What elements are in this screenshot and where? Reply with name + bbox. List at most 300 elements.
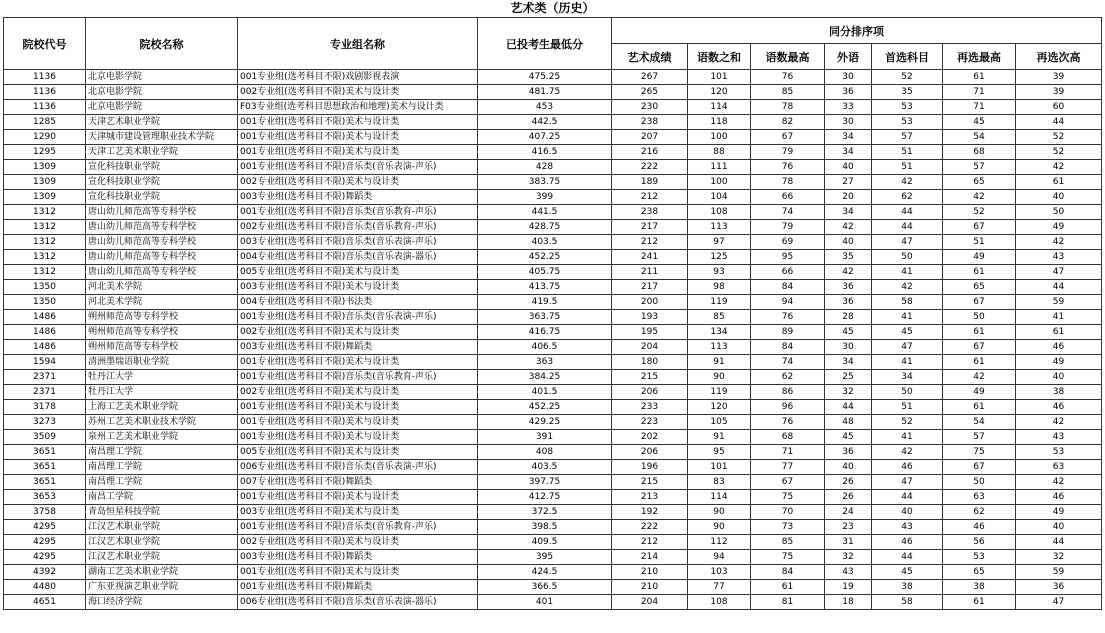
cell-first-subject: 44 — [872, 490, 943, 505]
cell-school-code: 4651 — [4, 595, 86, 610]
cell-group-name: 001专业组(选考科目不限)音乐类(音乐教育-声乐) — [238, 370, 478, 385]
cell-art-score: 200 — [612, 295, 688, 310]
cell-foreign-language: 20 — [825, 190, 872, 205]
cell-school-name: 青岛恒星科技学院 — [86, 505, 238, 520]
cell-art-score: 207 — [612, 130, 688, 145]
cell-first-subject: 62 — [872, 190, 943, 205]
cell-school-name: 唐山幼儿师范高等专科学校 — [86, 205, 238, 220]
cell-first-subject: 51 — [872, 160, 943, 175]
cell-foreign-language: 35 — [825, 250, 872, 265]
cell-reselect-max: 49 — [943, 385, 1016, 400]
cell-reselect-second: 59 — [1016, 565, 1102, 580]
cell-min-score: 405.75 — [478, 265, 612, 280]
cell-group-name: 003专业组(选考科目不限)舞蹈类 — [238, 550, 478, 565]
cell-chinese-math-sum: 118 — [688, 115, 751, 130]
page-title: 艺术类（历史） — [510, 1, 595, 15]
cell-school-name: 唐山幼儿师范高等专科学校 — [86, 250, 238, 265]
cell-reselect-second: 46 — [1016, 340, 1102, 355]
cell-art-score: 215 — [612, 370, 688, 385]
cell-foreign-language: 26 — [825, 475, 872, 490]
cell-chinese-math-max: 79 — [751, 220, 825, 235]
cell-school-name: 朔州师范高等专科学校 — [86, 310, 238, 325]
cell-chinese-math-sum: 100 — [688, 130, 751, 145]
cell-school-code: 3651 — [4, 475, 86, 490]
cell-art-score: 238 — [612, 115, 688, 130]
cell-first-subject: 46 — [872, 460, 943, 475]
cell-reselect-max: 63 — [943, 490, 1016, 505]
cell-chinese-math-max: 75 — [751, 550, 825, 565]
table-row — [4, 595, 1102, 610]
cell-art-score: 210 — [612, 580, 688, 595]
cell-reselect-second: 32 — [1016, 550, 1102, 565]
cell-chinese-math-sum: 101 — [688, 70, 751, 85]
cell-min-score: 428.75 — [478, 220, 612, 235]
cell-school-code: 3653 — [4, 490, 86, 505]
cell-art-score: 206 — [612, 385, 688, 400]
cell-foreign-language: 34 — [825, 130, 872, 145]
cell-school-name: 江汉艺术职业学院 — [86, 535, 238, 550]
cell-min-score: 366.5 — [478, 580, 612, 595]
cell-foreign-language: 28 — [825, 310, 872, 325]
cell-school-code: 3273 — [4, 415, 86, 430]
cell-reselect-max: 42 — [943, 370, 1016, 385]
cell-first-subject: 42 — [872, 445, 943, 460]
cell-group-name: 004专业组(选考科目不限)书法类 — [238, 295, 478, 310]
cell-first-subject: 47 — [872, 235, 943, 250]
cell-school-code: 1312 — [4, 220, 86, 235]
cell-chinese-math-max: 69 — [751, 235, 825, 250]
cell-school-name: 湖南工艺美术职业学院 — [86, 565, 238, 580]
cell-group-name: 006专业组(选考科目不限)音乐类(音乐表演-器乐) — [238, 595, 478, 610]
cell-first-subject: 38 — [872, 580, 943, 595]
cell-min-score: 383.75 — [478, 175, 612, 190]
table-row — [4, 520, 1102, 535]
cell-group-name: 001专业组(选考科目不限)美术与设计类 — [238, 145, 478, 160]
cell-foreign-language: 40 — [825, 235, 872, 250]
cell-art-score: 223 — [612, 415, 688, 430]
cell-reselect-second: 46 — [1016, 400, 1102, 415]
cell-art-score: 222 — [612, 160, 688, 175]
cell-foreign-language: 33 — [825, 100, 872, 115]
cell-foreign-language: 27 — [825, 175, 872, 190]
cell-reselect-second: 40 — [1016, 520, 1102, 535]
cell-school-code: 1486 — [4, 340, 86, 355]
cell-art-score: 212 — [612, 235, 688, 250]
cell-reselect-second: 41 — [1016, 310, 1102, 325]
cell-foreign-language: 25 — [825, 370, 872, 385]
cell-reselect-second: 43 — [1016, 250, 1102, 265]
table-row — [4, 310, 1102, 325]
cell-first-subject: 35 — [872, 85, 943, 100]
cell-min-score: 452.25 — [478, 400, 612, 415]
cell-chinese-math-max: 82 — [751, 115, 825, 130]
table-row — [4, 175, 1102, 190]
cell-first-subject: 58 — [872, 295, 943, 310]
table-row — [4, 475, 1102, 490]
cell-reselect-max: 45 — [943, 115, 1016, 130]
cell-school-name: 天津城市建设管理职业技术学院 — [86, 130, 238, 145]
cell-reselect-second: 42 — [1016, 160, 1102, 175]
cell-first-subject: 45 — [872, 565, 943, 580]
cell-first-subject: 45 — [872, 325, 943, 340]
cell-chinese-math-max: 81 — [751, 595, 825, 610]
cell-art-score: 211 — [612, 265, 688, 280]
cell-school-name: 江汉艺术职业学院 — [86, 550, 238, 565]
cell-first-subject: 53 — [872, 115, 943, 130]
cell-reselect-max: 61 — [943, 400, 1016, 415]
cell-school-name: 朔州师范高等专科学校 — [86, 340, 238, 355]
cell-group-name: 001专业组(选考科目不限)美术与设计类 — [238, 400, 478, 415]
cell-group-name: 004专业组(选考科目不限)音乐类(音乐表演-器乐) — [238, 250, 478, 265]
cell-school-code: 1594 — [4, 355, 86, 370]
cell-reselect-second: 63 — [1016, 460, 1102, 475]
cell-chinese-math-sum: 94 — [688, 550, 751, 565]
cell-chinese-math-max: 74 — [751, 205, 825, 220]
cell-chinese-math-max: 95 — [751, 250, 825, 265]
cell-min-score: 452.25 — [478, 250, 612, 265]
cell-first-subject: 50 — [872, 250, 943, 265]
cell-foreign-language: 36 — [825, 280, 872, 295]
cell-foreign-language: 32 — [825, 385, 872, 400]
cell-chinese-math-max: 76 — [751, 70, 825, 85]
cell-reselect-max: 50 — [943, 475, 1016, 490]
cell-reselect-max: 68 — [943, 145, 1016, 160]
cell-chinese-math-sum: 90 — [688, 520, 751, 535]
cell-min-score: 399 — [478, 190, 612, 205]
table-row — [4, 325, 1102, 340]
cell-reselect-second: 60 — [1016, 100, 1102, 115]
cell-art-score: 210 — [612, 565, 688, 580]
cell-art-score: 216 — [612, 145, 688, 160]
cell-school-name: 河北美术学院 — [86, 295, 238, 310]
cell-reselect-second: 53 — [1016, 445, 1102, 460]
cell-reselect-max: 52 — [943, 205, 1016, 220]
table-row — [4, 265, 1102, 280]
cell-reselect-max: 67 — [943, 220, 1016, 235]
cell-reselect-max: 50 — [943, 310, 1016, 325]
cell-min-score: 395 — [478, 550, 612, 565]
table-row — [4, 85, 1102, 100]
table-row — [4, 370, 1102, 385]
cell-group-name: 001专业组(选考科目不限)舞蹈类 — [238, 580, 478, 595]
header-chinese-math-sum: 语数之和 — [688, 44, 751, 70]
cell-chinese-math-max: 67 — [751, 130, 825, 145]
cell-min-score: 391 — [478, 430, 612, 445]
cell-reselect-max: 67 — [943, 295, 1016, 310]
cell-foreign-language: 45 — [825, 430, 872, 445]
cell-chinese-math-max: 76 — [751, 415, 825, 430]
cell-chinese-math-sum: 98 — [688, 280, 751, 295]
cell-reselect-max: 53 — [943, 550, 1016, 565]
cell-school-name: 宣化科技职业学院 — [86, 190, 238, 205]
cell-chinese-math-max: 67 — [751, 475, 825, 490]
cell-foreign-language: 23 — [825, 520, 872, 535]
cell-group-name: 001专业组(选考科目不限)音乐类(音乐表演-声乐) — [238, 310, 478, 325]
table-row — [4, 445, 1102, 460]
cell-chinese-math-max: 85 — [751, 85, 825, 100]
cell-school-name: 宣化科技职业学院 — [86, 160, 238, 175]
cell-min-score: 413.75 — [478, 280, 612, 295]
cell-min-score: 442.5 — [478, 115, 612, 130]
cell-school-name: 宣化科技职业学院 — [86, 175, 238, 190]
table-row — [4, 460, 1102, 475]
cell-reselect-max: 57 — [943, 430, 1016, 445]
cell-group-name: 002专业组(选考科目不限)美术与设计类 — [238, 325, 478, 340]
cell-group-name: 001专业组(选考科目不限)戏剧影视表演 — [238, 70, 478, 85]
cell-chinese-math-sum: 91 — [688, 430, 751, 445]
cell-first-subject: 50 — [872, 385, 943, 400]
cell-school-code: 1350 — [4, 295, 86, 310]
cell-art-score: 192 — [612, 505, 688, 520]
cell-reselect-max: 62 — [943, 505, 1016, 520]
cell-reselect-max: 61 — [943, 325, 1016, 340]
cell-reselect-max: 61 — [943, 355, 1016, 370]
cell-first-subject: 52 — [872, 415, 943, 430]
cell-chinese-math-sum: 134 — [688, 325, 751, 340]
cell-chinese-math-sum: 103 — [688, 565, 751, 580]
cell-reselect-max: 67 — [943, 460, 1016, 475]
cell-min-score: 398.5 — [478, 520, 612, 535]
cell-group-name: 001专业组(选考科目不限)音乐类(音乐表演-声乐) — [238, 160, 478, 175]
cell-foreign-language: 40 — [825, 460, 872, 475]
table-row — [4, 295, 1102, 310]
cell-min-score: 412.75 — [478, 490, 612, 505]
cell-min-score: 372.5 — [478, 505, 612, 520]
cell-first-subject: 44 — [872, 550, 943, 565]
cell-art-score: 213 — [612, 490, 688, 505]
cell-chinese-math-max: 74 — [751, 355, 825, 370]
cell-chinese-math-max: 78 — [751, 175, 825, 190]
cell-first-subject: 44 — [872, 220, 943, 235]
header-first-subject: 首选科目 — [872, 44, 943, 70]
table-row — [4, 115, 1102, 130]
cell-chinese-math-sum: 88 — [688, 145, 751, 160]
table-row — [4, 190, 1102, 205]
cell-school-code: 1285 — [4, 115, 86, 130]
cell-reselect-max: 51 — [943, 235, 1016, 250]
cell-chinese-math-sum: 104 — [688, 190, 751, 205]
cell-reselect-second: 47 — [1016, 265, 1102, 280]
cell-art-score: 241 — [612, 250, 688, 265]
cell-school-name: 江汉艺术职业学院 — [86, 520, 238, 535]
cell-reselect-second: 40 — [1016, 370, 1102, 385]
cell-min-score: 401 — [478, 595, 612, 610]
cell-school-code: 4392 — [4, 565, 86, 580]
cell-foreign-language: 48 — [825, 415, 872, 430]
cell-reselect-second: 44 — [1016, 115, 1102, 130]
cell-reselect-max: 61 — [943, 265, 1016, 280]
cell-school-code: 1309 — [4, 175, 86, 190]
table-row — [4, 415, 1102, 430]
cell-reselect-max: 61 — [943, 70, 1016, 85]
table-row — [4, 145, 1102, 160]
cell-group-name: 002专业组(选考科目不限)美术与设计类 — [238, 535, 478, 550]
table-row — [4, 250, 1102, 265]
cell-min-score: 419.5 — [478, 295, 612, 310]
cell-group-name: 001专业组(选考科目不限)美术与设计类 — [238, 130, 478, 145]
cell-first-subject: 34 — [872, 370, 943, 385]
cell-min-score: 409.5 — [478, 535, 612, 550]
cell-min-score: 363 — [478, 355, 612, 370]
cell-school-name: 唐山幼儿师范高等专科学校 — [86, 265, 238, 280]
cell-school-code: 4295 — [4, 520, 86, 535]
cell-school-code: 1136 — [4, 85, 86, 100]
header-reselect-second: 再选次高 — [1016, 44, 1102, 70]
cell-chinese-math-sum: 119 — [688, 295, 751, 310]
cell-min-score: 481.75 — [478, 85, 612, 100]
cell-chinese-math-max: 84 — [751, 565, 825, 580]
cell-chinese-math-max: 76 — [751, 160, 825, 175]
cell-min-score: 407.25 — [478, 130, 612, 145]
cell-chinese-math-max: 68 — [751, 430, 825, 445]
cell-foreign-language: 30 — [825, 115, 872, 130]
cell-foreign-language: 31 — [825, 535, 872, 550]
cell-group-name: 005专业组(选考科目不限)美术与设计类 — [238, 265, 478, 280]
cell-group-name: F03专业组(选考科目思想政治和地理)美术与设计类 — [238, 100, 478, 115]
cell-chinese-math-max: 94 — [751, 295, 825, 310]
cell-group-name: 001专业组(选考科目不限)美术与设计类 — [238, 355, 478, 370]
cell-school-code: 3758 — [4, 505, 86, 520]
cell-reselect-second: 49 — [1016, 220, 1102, 235]
cell-first-subject: 41 — [872, 430, 943, 445]
cell-first-subject: 41 — [872, 265, 943, 280]
cell-art-score: 212 — [612, 535, 688, 550]
cell-reselect-second: 40 — [1016, 190, 1102, 205]
cell-school-code: 1309 — [4, 160, 86, 175]
header-min-score: 已投考生最低分 — [478, 18, 612, 70]
cell-chinese-math-sum: 108 — [688, 205, 751, 220]
table-row — [4, 160, 1102, 175]
cell-school-code: 1312 — [4, 250, 86, 265]
cell-school-name: 泉州工艺美术职业学院 — [86, 430, 238, 445]
cell-chinese-math-sum: 105 — [688, 415, 751, 430]
cell-chinese-math-sum: 114 — [688, 490, 751, 505]
cell-reselect-max: 65 — [943, 565, 1016, 580]
cell-chinese-math-sum: 113 — [688, 220, 751, 235]
cell-school-name: 南昌理工学院 — [86, 460, 238, 475]
cell-chinese-math-max: 61 — [751, 580, 825, 595]
cell-school-code: 4295 — [4, 550, 86, 565]
cell-school-name: 苏州工艺美术职业技术学院 — [86, 415, 238, 430]
cell-min-score: 403.5 — [478, 460, 612, 475]
cell-min-score: 384.25 — [478, 370, 612, 385]
cell-foreign-language: 36 — [825, 445, 872, 460]
cell-chinese-math-max: 96 — [751, 400, 825, 415]
cell-foreign-language: 42 — [825, 220, 872, 235]
admission-score-table — [3, 17, 1102, 610]
cell-school-name: 海口经济学院 — [86, 595, 238, 610]
table-row — [4, 400, 1102, 415]
cell-reselect-second: 44 — [1016, 535, 1102, 550]
cell-group-name: 002专业组(选考科目不限)音乐类(音乐教育-声乐) — [238, 220, 478, 235]
cell-group-name: 003专业组(选考科目不限)舞蹈类 — [238, 340, 478, 355]
cell-art-score: 215 — [612, 475, 688, 490]
cell-chinese-math-sum: 120 — [688, 400, 751, 415]
cell-art-score: 204 — [612, 340, 688, 355]
cell-chinese-math-sum: 91 — [688, 355, 751, 370]
table-row — [4, 550, 1102, 565]
cell-first-subject: 41 — [872, 355, 943, 370]
cell-min-score: 416.5 — [478, 145, 612, 160]
cell-foreign-language: 34 — [825, 355, 872, 370]
header-tiebreak: 同分排序项 — [612, 18, 1102, 44]
cell-min-score: 441.5 — [478, 205, 612, 220]
cell-chinese-math-sum: 101 — [688, 460, 751, 475]
table-row — [4, 565, 1102, 580]
cell-first-subject: 43 — [872, 520, 943, 535]
table-row — [4, 220, 1102, 235]
cell-chinese-math-max: 75 — [751, 490, 825, 505]
cell-reselect-second: 42 — [1016, 475, 1102, 490]
cell-art-score: 204 — [612, 595, 688, 610]
cell-foreign-language: 34 — [825, 145, 872, 160]
cell-min-score: 424.5 — [478, 565, 612, 580]
cell-art-score: 193 — [612, 310, 688, 325]
cell-chinese-math-max: 77 — [751, 460, 825, 475]
cell-chinese-math-sum: 97 — [688, 235, 751, 250]
cell-chinese-math-sum: 119 — [688, 385, 751, 400]
cell-chinese-math-max: 89 — [751, 325, 825, 340]
cell-chinese-math-sum: 90 — [688, 370, 751, 385]
cell-reselect-second: 49 — [1016, 505, 1102, 520]
cell-school-code: 3651 — [4, 460, 86, 475]
table-row — [4, 340, 1102, 355]
cell-reselect-max: 71 — [943, 100, 1016, 115]
cell-first-subject: 57 — [872, 130, 943, 145]
cell-reselect-max: 67 — [943, 340, 1016, 355]
cell-reselect-max: 75 — [943, 445, 1016, 460]
cell-school-code: 1350 — [4, 280, 86, 295]
cell-group-name: 005专业组(选考科目不限)美术与设计类 — [238, 445, 478, 460]
cell-reselect-max: 54 — [943, 415, 1016, 430]
cell-first-subject: 47 — [872, 475, 943, 490]
cell-chinese-math-max: 79 — [751, 145, 825, 160]
cell-chinese-math-sum: 85 — [688, 310, 751, 325]
cell-min-score: 397.75 — [478, 475, 612, 490]
table-row — [4, 70, 1102, 85]
cell-first-subject: 44 — [872, 205, 943, 220]
cell-first-subject: 42 — [872, 175, 943, 190]
cell-reselect-max: 38 — [943, 580, 1016, 595]
cell-first-subject: 53 — [872, 100, 943, 115]
cell-chinese-math-sum: 90 — [688, 505, 751, 520]
table-row — [4, 490, 1102, 505]
cell-school-code: 1295 — [4, 145, 86, 160]
cell-reselect-second: 42 — [1016, 235, 1102, 250]
cell-art-score: 214 — [612, 550, 688, 565]
cell-first-subject: 42 — [872, 280, 943, 295]
cell-reselect-second: 52 — [1016, 145, 1102, 160]
cell-group-name: 003专业组(选考科目不限)美术与设计类 — [238, 280, 478, 295]
cell-group-name: 007专业组(选考科目不限)舞蹈类 — [238, 475, 478, 490]
header-art-score: 艺术成绩 — [612, 44, 688, 70]
cell-school-code: 2371 — [4, 370, 86, 385]
cell-chinese-math-max: 73 — [751, 520, 825, 535]
cell-school-code: 3651 — [4, 445, 86, 460]
cell-art-score: 217 — [612, 280, 688, 295]
header-school-name: 院校名称 — [86, 18, 238, 70]
cell-foreign-language: 30 — [825, 340, 872, 355]
cell-foreign-language: 42 — [825, 265, 872, 280]
cell-art-score: 217 — [612, 220, 688, 235]
cell-reselect-max: 56 — [943, 535, 1016, 550]
header-group-name: 专业组名称 — [238, 18, 478, 70]
table-row — [4, 430, 1102, 445]
cell-chinese-math-sum: 83 — [688, 475, 751, 490]
cell-school-name: 北京电影学院 — [86, 100, 238, 115]
cell-school-code: 4480 — [4, 580, 86, 595]
cell-school-code: 1486 — [4, 310, 86, 325]
